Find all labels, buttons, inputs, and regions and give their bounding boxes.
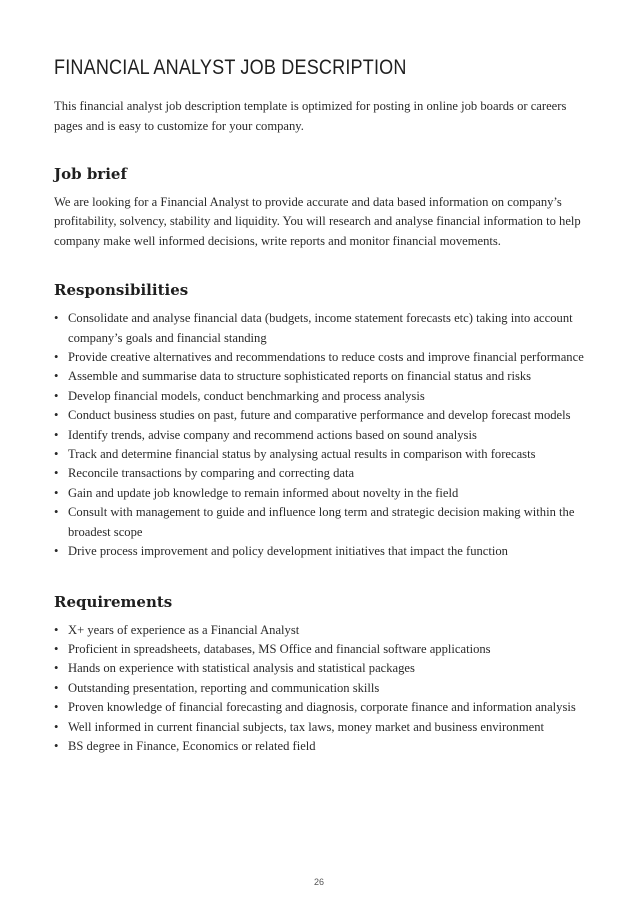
list-item: • BS degree in Finance, Economics or related field — [54, 737, 586, 756]
responsibilities-heading: Responsibilities — [54, 281, 189, 300]
job-brief-heading: Job brief — [54, 165, 127, 183]
list-item: • Proficient in spreadsheets, databases, MS Office and financial software applications — [54, 640, 586, 659]
list-item: • Consult with management to guide and influence long term and strategic decision making within the broadest scope — [54, 503, 586, 542]
requirements-list — [54, 621, 586, 757]
job-brief-text: We are looking for a Financial Analyst to provide accurate and data based information on company’s profitability, solvency, stability and liquidity. You will research and analyse financial information to help company make well informed decisions, write reports and monitor financial movements. — [54, 195, 581, 248]
list-item: • Well informed in current financial subjects, tax laws, money market and business environment — [54, 718, 586, 737]
list-item: • X+ years of experience as a Financial Analyst — [54, 621, 586, 640]
intro-paragraph: This financial analyst job description template is optimized for posting in online job boards or careers pages and is easy to customize for your company. — [54, 99, 567, 133]
list-item: • Develop financial models, conduct benchmarking and process analysis — [54, 387, 586, 406]
list-item: • Outstanding presentation, reporting and communication skills — [54, 679, 586, 698]
list-item: • Track and determine financial status by analysing actual results in comparison with forecasts — [54, 445, 586, 464]
list-item: • Proven knowledge of financial forecasting and diagnosis, corporate finance and information analysis — [54, 698, 586, 717]
list-item: • Gain and update job knowledge to remain informed about novelty in the field — [54, 484, 586, 503]
page-title: FINANCIAL ANALYST JOB DESCRIPTION — [54, 56, 407, 79]
list-item: • Hands on experience with statistical analysis and statistical packages — [54, 659, 586, 678]
list-item: • Assemble and summarise data to structure sophisticated reports on financial status and risks — [54, 367, 586, 386]
list-item: • Consolidate and analyse financial data (budgets, income statement forecasts etc) taking into account company’s goals and financial standing — [54, 309, 586, 348]
requirements-heading: Requirements — [54, 592, 173, 611]
list-item: • Conduct business studies on past, future and comparative performance and develop forecast models — [54, 406, 586, 425]
list-item: • Provide creative alternatives and recommendations to reduce costs and improve financial performance — [54, 348, 586, 367]
page-number: 26 — [313, 877, 324, 887]
document-page — [54, 56, 586, 756]
responsibilities-list — [54, 309, 586, 561]
list-item: • Drive process improvement and policy development initiatives that impact the function — [54, 542, 586, 561]
list-item: • Reconcile transactions by comparing and correcting data — [54, 464, 586, 483]
list-item: • Identify trends, advise company and recommend actions based on sound analysis — [54, 426, 586, 445]
